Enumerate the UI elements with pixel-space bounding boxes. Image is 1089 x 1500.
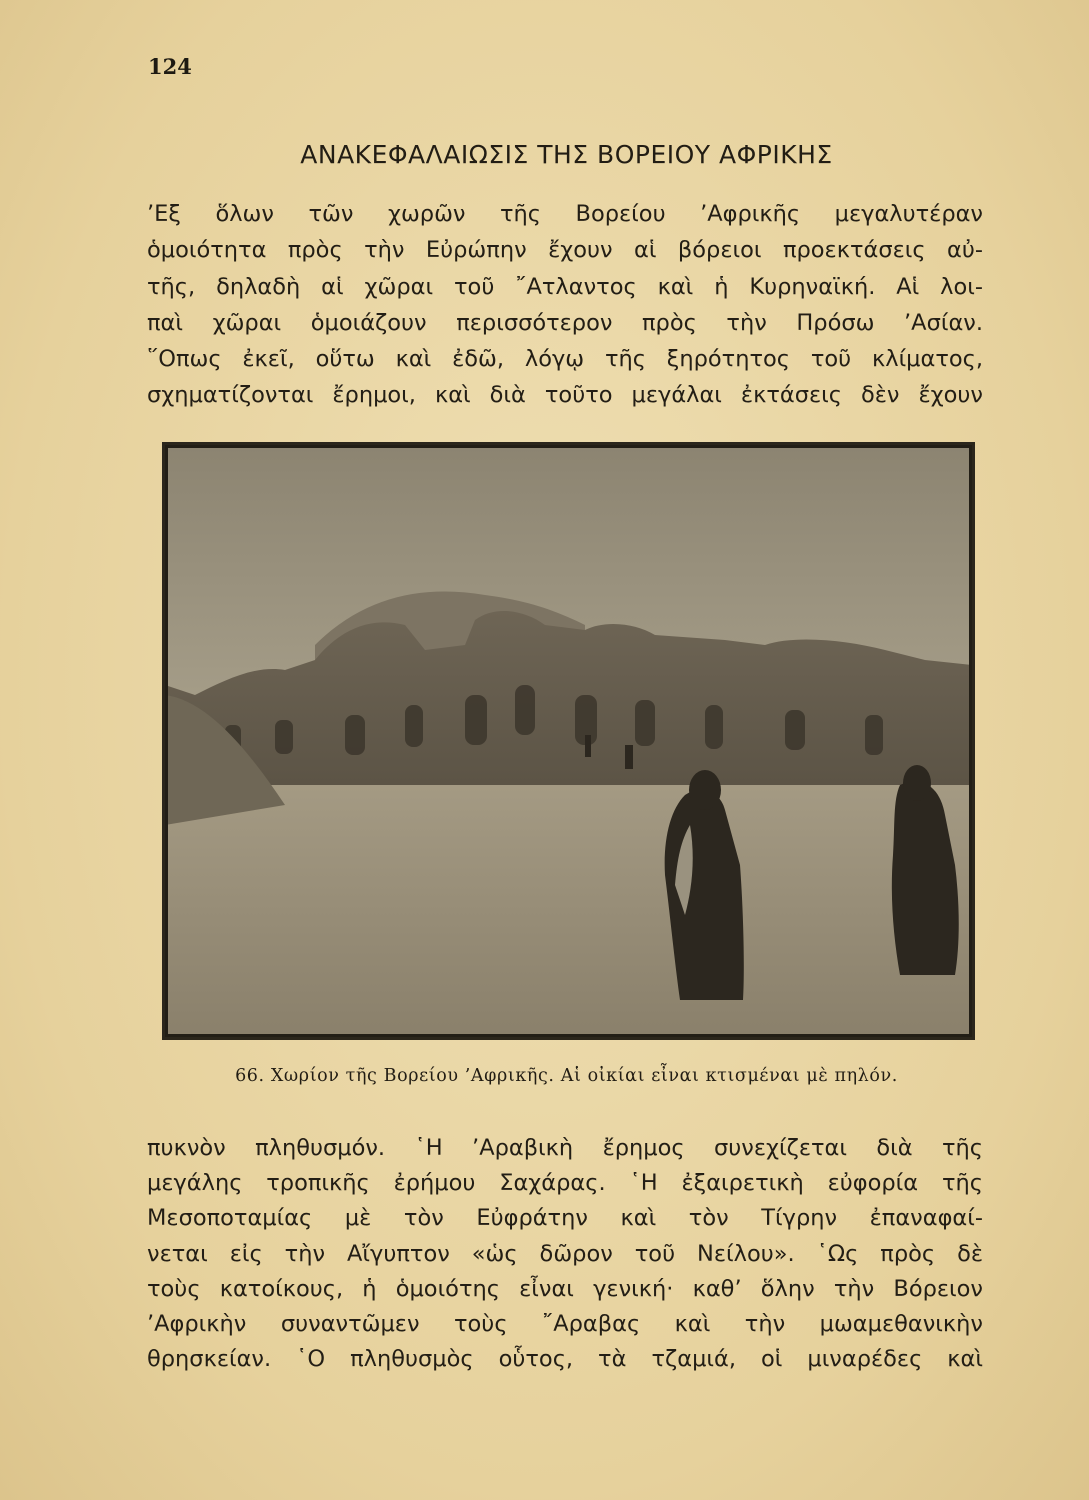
- courtyard-ground: [165, 785, 972, 1037]
- text-line: παὶ χῶραι ὁμοιάζουν περισσότερον πρὸς τὴν Πρόσω ’Ασίαν.: [147, 309, 983, 336]
- text-line: νεται εἰς τὴν Αἴγυπτον «ὡς δῶρον τοῦ Νείλου». ῾Ως πρὸς δὲ: [147, 1240, 983, 1267]
- text-line: μεγάλης τροπικῆς ἐρήμου Σαχάρας. ῾Η ἐξαιρετικὴ εὐφορία τῆς: [147, 1170, 983, 1197]
- paragraph-bottom: [147, 1131, 983, 1377]
- text-line: Μεσοποταμίας μὲ τὸν Εὐφράτην καὶ τὸν Τίγρην ἐπαναφαί-: [147, 1205, 983, 1232]
- figure-caption: 66. Χωρίον τῆς Βορείου ’Αφρικῆς. Αἱ οἰκίαι εἶναι κτισμέναι μὲ πηλόν.: [235, 1066, 898, 1086]
- text-line: ῞Οπως ἐκεῖ, οὕτω καὶ ἐδῶ, λόγῳ τῆς ξηρότητος τοῦ κλίματος,: [147, 346, 983, 373]
- text-line: σχηματίζονται ἔρημοι, καὶ διὰ τοῦτο μεγάλαι ἐκτάσεις δὲν ἔχουν: [147, 382, 983, 409]
- text-line: τῆς, δηλαδὴ αἱ χῶραι τοῦ ῎Ατλαντος καὶ ἡ Κυρηναϊκή. Αἱ λοι-: [147, 273, 983, 300]
- text-line: θρησκείαν. ῾Ο πληθυσμὸς οὗτος, τὰ τζαμιά, οἱ μιναρέδες καὶ: [147, 1346, 983, 1373]
- section-title: ΑΝΑΚΕΦΑΛΑΙΩΣΙΣ ΤΗΣ ΒΟΡΕΙΟΥ ΑΦΡΙΚΗΣ: [300, 140, 833, 169]
- text-line: ὁμοιότητα πρὸς τὴν Εὐρώπην ἔχουν αἱ βόρειοι προεκτάσεις αὐ-: [147, 237, 983, 264]
- page-number: 124: [148, 54, 192, 79]
- text-line: τοὺς κατοίκους, ἡ ὁμοιότης εἶναι γενική· καθ’ ὅλην τὴν Βόρειον: [147, 1275, 983, 1302]
- paragraph-top: [147, 196, 983, 414]
- village-photograph: [162, 442, 975, 1040]
- text-line: πυκνὸν πληθυσμόν. ῾Η ’Αραβικὴ ἔρημος συνεχίζεται διὰ τῆς: [147, 1135, 983, 1161]
- text-line: ’Εξ ὅλων τῶν χωρῶν τῆς Βορείου ’Αφρικῆς μεγαλυτέραν: [147, 201, 983, 227]
- text-line: ’Αφρικὴν συναντῶμεν τοὺς ῎Αραβας καὶ τὴν μωαμεθανικὴν: [147, 1311, 983, 1338]
